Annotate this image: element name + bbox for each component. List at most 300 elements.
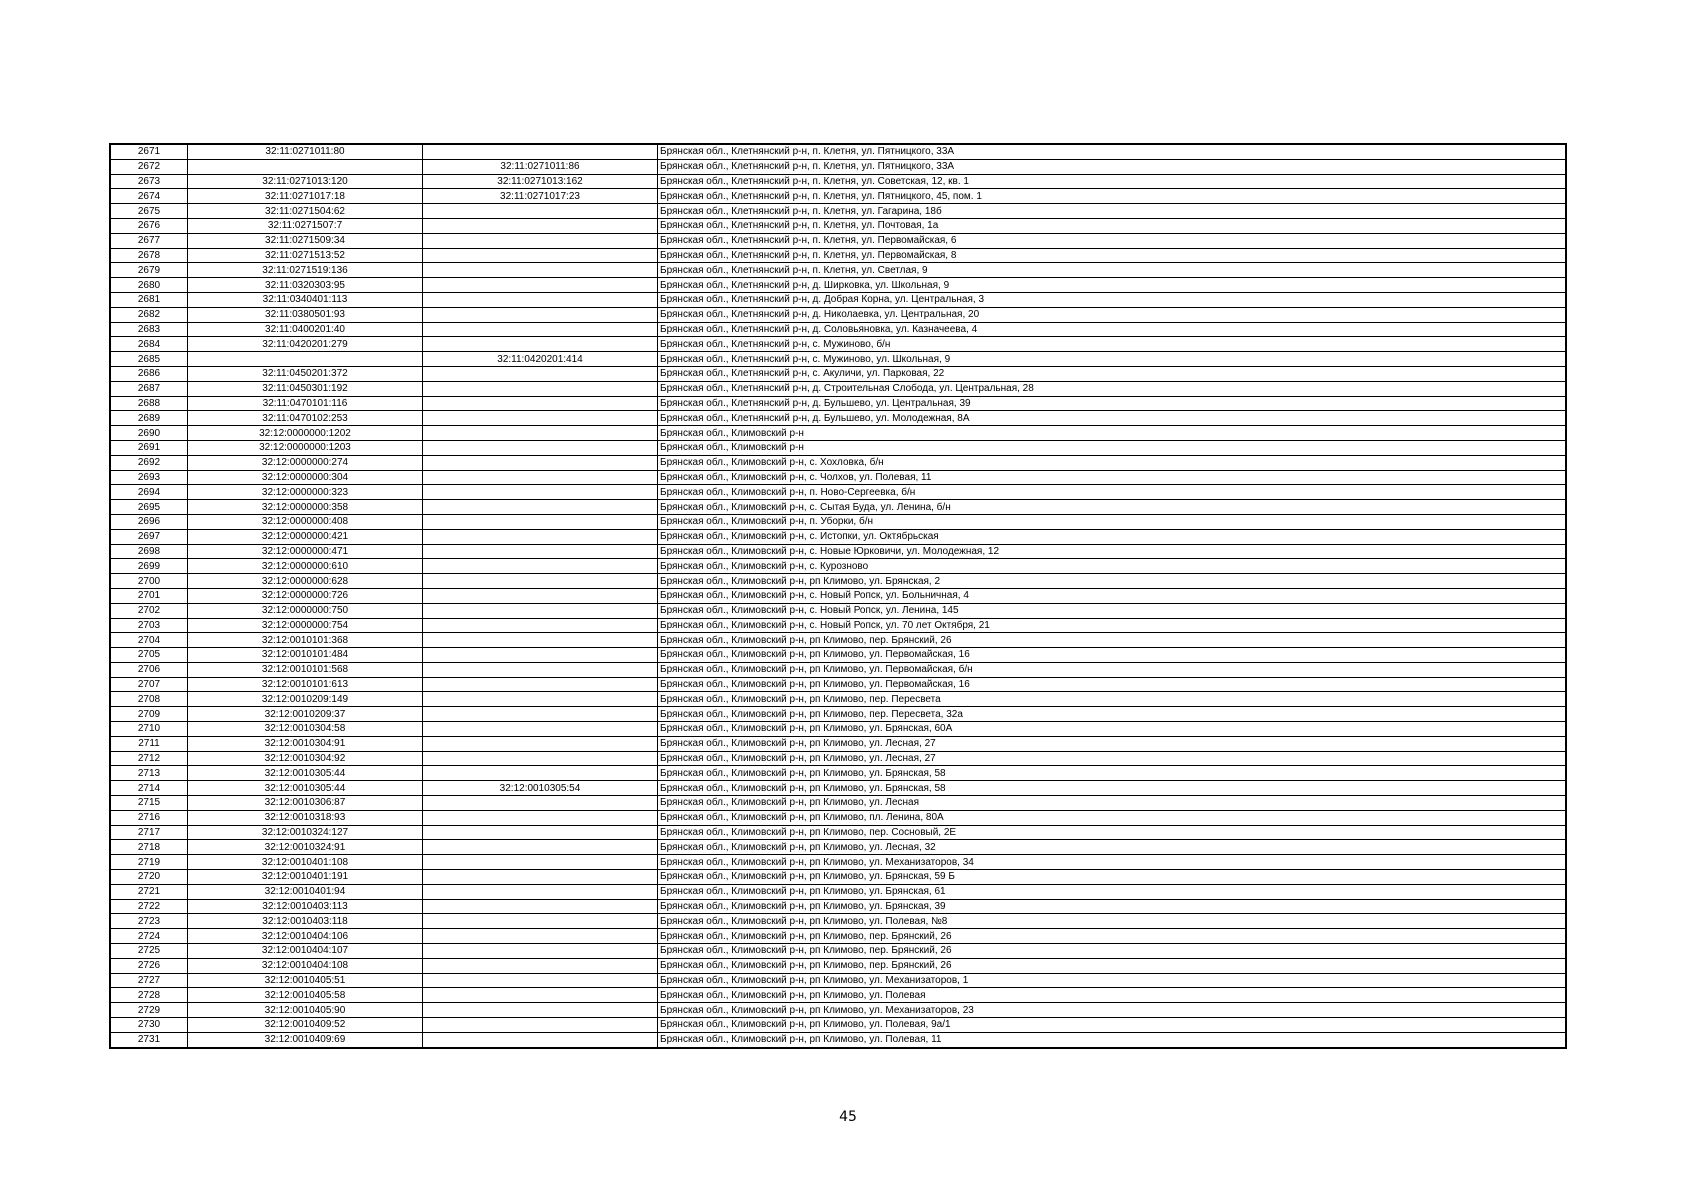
row-number-cell: 2671 xyxy=(110,144,188,159)
row-number-cell: 2688 xyxy=(110,396,188,411)
cadastral-number-cell: 32:12:0000000:750 xyxy=(188,603,423,618)
related-cadastral-number-cell xyxy=(423,381,658,396)
address-cell: Брянская обл., Климовский р-н, рп Климово, ул. Первомайская, 16 xyxy=(658,648,1567,663)
address-cell: Брянская обл., Климовский р-н, рп Климово, пер. Брянский, 26 xyxy=(658,944,1567,959)
row-number-cell: 2714 xyxy=(110,781,188,796)
address-cell: Брянская обл., Климовский р-н, рп Климово, ул. Лесная, 27 xyxy=(658,751,1567,766)
related-cadastral-number-cell xyxy=(423,307,658,322)
related-cadastral-number-cell xyxy=(423,662,658,677)
table-row xyxy=(110,707,1566,722)
cadastral-number-cell: 32:12:0010304:91 xyxy=(188,736,423,751)
address-cell: Брянская обл., Клетнянский р-н, с. Мужиново, б/н xyxy=(658,337,1567,352)
address-cell: Брянская обл., Климовский р-н, с. Новые Юрковичи, ул. Молодежная, 12 xyxy=(658,544,1567,559)
row-number-cell: 2702 xyxy=(110,603,188,618)
related-cadastral-number-cell xyxy=(423,855,658,870)
cadastral-number-cell: 32:12:0010404:106 xyxy=(188,929,423,944)
row-number-cell: 2715 xyxy=(110,796,188,811)
table-row xyxy=(110,263,1566,278)
address-cell: Брянская обл., Клетнянский р-н, п. Клетня, ул. Пятницкого, 33А xyxy=(658,144,1567,159)
row-number-cell: 2684 xyxy=(110,337,188,352)
table-row xyxy=(110,159,1566,174)
table-row xyxy=(110,411,1566,426)
table-row xyxy=(110,781,1566,796)
address-cell: Брянская обл., Климовский р-н, рп Климово, ул. Брянская, 2 xyxy=(658,574,1567,589)
related-cadastral-number-cell xyxy=(423,292,658,307)
address-cell: Брянская обл., Климовский р-н, рп Климово, ул. Брянская, 39 xyxy=(658,899,1567,914)
cadastral-number-cell: 32:12:0000000:408 xyxy=(188,514,423,529)
address-cell: Брянская обл., Климовский р-н, рп Климово, ул. Полевая, 11 xyxy=(658,1032,1567,1047)
row-number-cell: 2720 xyxy=(110,870,188,885)
table-row xyxy=(110,248,1566,263)
table-row xyxy=(110,337,1566,352)
table-row xyxy=(110,500,1566,515)
related-cadastral-number-cell xyxy=(423,248,658,263)
cadastral-number-cell: 32:12:0000000:323 xyxy=(188,485,423,500)
cadastral-number-cell xyxy=(188,159,423,174)
cadastral-number-cell: 32:12:0000000:421 xyxy=(188,529,423,544)
table-row xyxy=(110,529,1566,544)
table-row xyxy=(110,574,1566,589)
related-cadastral-number-cell xyxy=(423,204,658,219)
table-row xyxy=(110,796,1566,811)
table-row xyxy=(110,174,1566,189)
row-number-cell: 2729 xyxy=(110,1003,188,1018)
address-cell: Брянская обл., Клетнянский р-н, п. Клетня, ул. Пятницкого, 33А xyxy=(658,159,1567,174)
cadastral-number-cell: 32:12:0010305:44 xyxy=(188,766,423,781)
address-cell: Брянская обл., Климовский р-н, рп Климово, пер. Пересвета, 32а xyxy=(658,707,1567,722)
cadastral-number-cell xyxy=(188,352,423,367)
row-number-cell: 2697 xyxy=(110,529,188,544)
table-row xyxy=(110,322,1566,337)
cadastral-number-cell: 32:12:0010209:149 xyxy=(188,692,423,707)
address-cell: Брянская обл., Климовский р-н, рп Климово, ул. Брянская, 60А xyxy=(658,722,1567,737)
table-row xyxy=(110,899,1566,914)
related-cadastral-number-cell xyxy=(423,337,658,352)
related-cadastral-number-cell xyxy=(423,263,658,278)
cadastral-number-cell: 32:12:0010401:108 xyxy=(188,855,423,870)
related-cadastral-number-cell xyxy=(423,470,658,485)
cadastral-number-cell: 32:12:0010101:368 xyxy=(188,633,423,648)
table-row xyxy=(110,648,1566,663)
row-number-cell: 2674 xyxy=(110,189,188,204)
cadastral-number-cell: 32:12:0000000:274 xyxy=(188,455,423,470)
row-number-cell: 2708 xyxy=(110,692,188,707)
related-cadastral-number-cell xyxy=(423,633,658,648)
table-row xyxy=(110,455,1566,470)
table-row xyxy=(110,633,1566,648)
cadastral-number-cell: 32:12:0010403:118 xyxy=(188,914,423,929)
table-row xyxy=(110,736,1566,751)
related-cadastral-number-cell xyxy=(423,544,658,559)
address-cell: Брянская обл., Климовский р-н, п. Ново-Сергеевка, б/н xyxy=(658,485,1567,500)
table-row xyxy=(110,1018,1566,1033)
table-row xyxy=(110,292,1566,307)
table-row xyxy=(110,1032,1566,1047)
table-row xyxy=(110,204,1566,219)
address-cell: Брянская обл., Климовский р-н, рп Климово, ул. Полевая, 9а/1 xyxy=(658,1018,1567,1033)
address-cell: Брянская обл., Климовский р-н, с. Сытая Буда, ул. Ленина, б/н xyxy=(658,500,1567,515)
table-row xyxy=(110,722,1566,737)
address-cell: Брянская обл., Климовский р-н, рп Климово, пер. Пересвета xyxy=(658,692,1567,707)
address-cell: Брянская обл., Клетнянский р-н, д. Соловьяновка, ул. Казначеева, 4 xyxy=(658,322,1567,337)
row-number-cell: 2730 xyxy=(110,1018,188,1033)
address-cell: Брянская обл., Климовский р-н xyxy=(658,426,1567,441)
related-cadastral-number-cell xyxy=(423,751,658,766)
related-cadastral-number-cell xyxy=(423,692,658,707)
related-cadastral-number-cell xyxy=(423,500,658,515)
cadastral-number-cell: 32:11:0271507:7 xyxy=(188,218,423,233)
cadastral-number-cell: 32:12:0010401:191 xyxy=(188,870,423,885)
row-number-cell: 2712 xyxy=(110,751,188,766)
address-cell: Брянская обл., Климовский р-н, с. Курозново xyxy=(658,559,1567,574)
related-cadastral-number-cell xyxy=(423,1032,658,1047)
address-cell: Брянская обл., Климовский р-н, рп Климово, пер. Брянский, 26 xyxy=(658,958,1567,973)
row-number-cell: 2695 xyxy=(110,500,188,515)
related-cadastral-number-cell xyxy=(423,707,658,722)
address-cell: Брянская обл., Климовский р-н, рп Климово, ул. Лесная, 27 xyxy=(658,736,1567,751)
row-number-cell: 2675 xyxy=(110,204,188,219)
table-row xyxy=(110,189,1566,204)
related-cadastral-number-cell xyxy=(423,278,658,293)
table-row xyxy=(110,426,1566,441)
row-number-cell: 2727 xyxy=(110,973,188,988)
related-cadastral-number-cell xyxy=(423,914,658,929)
table-row xyxy=(110,870,1566,885)
related-cadastral-number-cell: 32:11:0271013:162 xyxy=(423,174,658,189)
related-cadastral-number-cell xyxy=(423,485,658,500)
address-cell: Брянская обл., Климовский р-н, рп Климово, ул. Брянская, 58 xyxy=(658,781,1567,796)
table-row xyxy=(110,618,1566,633)
cadastral-number-cell: 32:12:0010304:92 xyxy=(188,751,423,766)
table-row xyxy=(110,144,1566,159)
table-row xyxy=(110,307,1566,322)
related-cadastral-number-cell xyxy=(423,899,658,914)
row-number-cell: 2717 xyxy=(110,825,188,840)
row-number-cell: 2726 xyxy=(110,958,188,973)
address-cell: Брянская обл., Климовский р-н, рп Климово, пл. Ленина, 80А xyxy=(658,810,1567,825)
cadastral-number-cell: 32:11:0271013:120 xyxy=(188,174,423,189)
table-row xyxy=(110,988,1566,1003)
address-cell: Брянская обл., Климовский р-н, с. Новый Ропск, ул. Больничная, 4 xyxy=(658,588,1567,603)
table-row xyxy=(110,973,1566,988)
row-number-cell: 2724 xyxy=(110,929,188,944)
address-cell: Брянская обл., Клетнянский р-н, п. Клетня, ул. Советская, 12, кв. 1 xyxy=(658,174,1567,189)
row-number-cell: 2716 xyxy=(110,810,188,825)
cadastral-number-cell: 32:11:0271011:80 xyxy=(188,144,423,159)
row-number-cell: 2718 xyxy=(110,840,188,855)
related-cadastral-number-cell xyxy=(423,840,658,855)
cadastral-table-body xyxy=(110,144,1566,1048)
address-cell: Брянская обл., Клетнянский р-н, с. Акуличи, ул. Парковая, 22 xyxy=(658,366,1567,381)
row-number-cell: 2687 xyxy=(110,381,188,396)
related-cadastral-number-cell xyxy=(423,411,658,426)
row-number-cell: 2693 xyxy=(110,470,188,485)
related-cadastral-number-cell xyxy=(423,648,658,663)
related-cadastral-number-cell xyxy=(423,426,658,441)
address-cell: Брянская обл., Клетнянский р-н, д. Бульшево, ул. Центральная, 39 xyxy=(658,396,1567,411)
address-cell: Брянская обл., Клетнянский р-н, д. Бульшево, ул. Молодежная, 8А xyxy=(658,411,1567,426)
address-cell: Брянская обл., Климовский р-н, рп Климово, ул. Лесная xyxy=(658,796,1567,811)
cadastral-number-cell: 32:12:0000000:471 xyxy=(188,544,423,559)
address-cell: Брянская обл., Клетнянский р-н, д. Николаевка, ул. Центральная, 20 xyxy=(658,307,1567,322)
related-cadastral-number-cell xyxy=(423,529,658,544)
cadastral-number-cell: 32:11:0380501:93 xyxy=(188,307,423,322)
related-cadastral-number-cell xyxy=(423,574,658,589)
related-cadastral-number-cell xyxy=(423,736,658,751)
address-cell: Брянская обл., Климовский р-н, рп Климово, ул. Полевая xyxy=(658,988,1567,1003)
cadastral-number-cell: 32:12:0010405:51 xyxy=(188,973,423,988)
related-cadastral-number-cell xyxy=(423,618,658,633)
cadastral-number-cell: 32:12:0000000:358 xyxy=(188,500,423,515)
cadastral-number-cell: 32:11:0400201:40 xyxy=(188,322,423,337)
related-cadastral-number-cell xyxy=(423,958,658,973)
related-cadastral-number-cell xyxy=(423,870,658,885)
table-row xyxy=(110,381,1566,396)
address-cell: Брянская обл., Климовский р-н, рп Климово, ул. Первомайская, б/н xyxy=(658,662,1567,677)
address-cell: Брянская обл., Климовский р-н, рп Климово, ул. Первомайская, 16 xyxy=(658,677,1567,692)
cadastral-number-cell: 32:12:0010304:58 xyxy=(188,722,423,737)
cadastral-number-cell: 32:12:0000000:1203 xyxy=(188,440,423,455)
row-number-cell: 2698 xyxy=(110,544,188,559)
cadastral-number-cell: 32:12:0000000:628 xyxy=(188,574,423,589)
address-cell: Брянская обл., Клетнянский р-н, с. Мужиново, ул. Школьная, 9 xyxy=(658,352,1567,367)
cadastral-number-cell: 32:12:0010305:44 xyxy=(188,781,423,796)
address-cell: Брянская обл., Климовский р-н, п. Уборки, б/н xyxy=(658,514,1567,529)
address-cell: Брянская обл., Климовский р-н, рп Климово, ул. Лесная, 32 xyxy=(658,840,1567,855)
row-number-cell: 2709 xyxy=(110,707,188,722)
row-number-cell: 2705 xyxy=(110,648,188,663)
table-row xyxy=(110,884,1566,899)
row-number-cell: 2672 xyxy=(110,159,188,174)
related-cadastral-number-cell xyxy=(423,603,658,618)
row-number-cell: 2721 xyxy=(110,884,188,899)
cadastral-number-cell: 32:12:0010101:568 xyxy=(188,662,423,677)
table-row xyxy=(110,440,1566,455)
table-row xyxy=(110,677,1566,692)
related-cadastral-number-cell: 32:11:0271011:86 xyxy=(423,159,658,174)
address-cell: Брянская обл., Клетнянский р-н, п. Клетня, ул. Светлая, 9 xyxy=(658,263,1567,278)
cadastral-number-cell: 32:11:0470101:116 xyxy=(188,396,423,411)
row-number-cell: 2711 xyxy=(110,736,188,751)
cadastral-number-cell: 32:11:0271017:18 xyxy=(188,189,423,204)
cadastral-number-cell: 32:11:0450301:192 xyxy=(188,381,423,396)
row-number-cell: 2725 xyxy=(110,944,188,959)
related-cadastral-number-cell xyxy=(423,233,658,248)
cadastral-number-cell: 32:12:0010404:108 xyxy=(188,958,423,973)
address-cell: Брянская обл., Клетнянский р-н, д. Добрая Корна, ул. Центральная, 3 xyxy=(658,292,1567,307)
related-cadastral-number-cell xyxy=(423,677,658,692)
cadastral-number-cell: 32:12:0010306:87 xyxy=(188,796,423,811)
cadastral-number-cell: 32:12:0000000:754 xyxy=(188,618,423,633)
table-row xyxy=(110,825,1566,840)
row-number-cell: 2673 xyxy=(110,174,188,189)
related-cadastral-number-cell xyxy=(423,588,658,603)
table-row xyxy=(110,559,1566,574)
row-number-cell: 2696 xyxy=(110,514,188,529)
row-number-cell: 2704 xyxy=(110,633,188,648)
table-row xyxy=(110,233,1566,248)
related-cadastral-number-cell xyxy=(423,988,658,1003)
table-row xyxy=(110,929,1566,944)
table-row xyxy=(110,485,1566,500)
cadastral-number-cell: 32:12:0010409:69 xyxy=(188,1032,423,1047)
address-cell: Брянская обл., Климовский р-н, рп Климово, пер. Сосновый, 2Е xyxy=(658,825,1567,840)
cadastral-number-cell: 32:12:0010409:52 xyxy=(188,1018,423,1033)
cadastral-number-cell: 32:12:0010405:58 xyxy=(188,988,423,1003)
table-row xyxy=(110,810,1566,825)
table-row xyxy=(110,470,1566,485)
row-number-cell: 2683 xyxy=(110,322,188,337)
cadastral-number-cell: 32:11:0450201:372 xyxy=(188,366,423,381)
address-cell: Брянская обл., Климовский р-н, рп Климово, ул. Механизаторов, 1 xyxy=(658,973,1567,988)
related-cadastral-number-cell xyxy=(423,218,658,233)
row-number-cell: 2681 xyxy=(110,292,188,307)
row-number-cell: 2691 xyxy=(110,440,188,455)
cadastral-number-cell: 32:12:0010209:37 xyxy=(188,707,423,722)
table-row xyxy=(110,1003,1566,1018)
table-row xyxy=(110,958,1566,973)
table-row xyxy=(110,514,1566,529)
related-cadastral-number-cell xyxy=(423,396,658,411)
cadastral-number-cell: 32:12:0000000:1202 xyxy=(188,426,423,441)
table-row xyxy=(110,366,1566,381)
row-number-cell: 2692 xyxy=(110,455,188,470)
cadastral-number-cell: 32:12:0000000:610 xyxy=(188,559,423,574)
address-cell: Брянская обл., Климовский р-н, рп Климово, ул. Механизаторов, 34 xyxy=(658,855,1567,870)
row-number-cell: 2731 xyxy=(110,1032,188,1047)
table-row xyxy=(110,944,1566,959)
row-number-cell: 2706 xyxy=(110,662,188,677)
table-row xyxy=(110,352,1566,367)
cadastral-number-cell: 32:11:0271509:34 xyxy=(188,233,423,248)
cadastral-number-cell: 32:12:0010324:127 xyxy=(188,825,423,840)
row-number-cell: 2685 xyxy=(110,352,188,367)
table-row xyxy=(110,766,1566,781)
cadastral-number-cell: 32:11:0271519:136 xyxy=(188,263,423,278)
row-number-cell: 2682 xyxy=(110,307,188,322)
address-cell: Брянская обл., Климовский р-н, рп Климово, пер. Брянский, 26 xyxy=(658,633,1567,648)
related-cadastral-number-cell: 32:12:0010305:54 xyxy=(423,781,658,796)
address-cell: Брянская обл., Климовский р-н, рп Климово, ул. Механизаторов, 23 xyxy=(658,1003,1567,1018)
related-cadastral-number-cell xyxy=(423,722,658,737)
cadastral-number-cell: 32:12:0010101:484 xyxy=(188,648,423,663)
address-cell: Брянская обл., Климовский р-н, с. Истопки, ул. Октябрьская xyxy=(658,529,1567,544)
address-cell: Брянская обл., Клетнянский р-н, п. Клетня, ул. Пятницкого, 45, пом. 1 xyxy=(658,189,1567,204)
row-number-cell: 2713 xyxy=(110,766,188,781)
table-row xyxy=(110,840,1566,855)
related-cadastral-number-cell xyxy=(423,1018,658,1033)
table-row xyxy=(110,396,1566,411)
related-cadastral-number-cell: 32:11:0420201:414 xyxy=(423,352,658,367)
related-cadastral-number-cell xyxy=(423,766,658,781)
row-number-cell: 2703 xyxy=(110,618,188,633)
cadastral-number-cell: 32:12:0000000:304 xyxy=(188,470,423,485)
cadastral-number-cell: 32:12:0000000:726 xyxy=(188,588,423,603)
address-cell: Брянская обл., Клетнянский р-н, д. Строительная Слобода, ул. Центральная, 28 xyxy=(658,381,1567,396)
row-number-cell: 2699 xyxy=(110,559,188,574)
related-cadastral-number-cell xyxy=(423,455,658,470)
row-number-cell: 2728 xyxy=(110,988,188,1003)
address-cell: Брянская обл., Климовский р-н, рп Климово, ул. Брянская, 59 Б xyxy=(658,870,1567,885)
table-row xyxy=(110,662,1566,677)
table-row xyxy=(110,278,1566,293)
address-cell: Брянская обл., Клетнянский р-н, п. Клетня, ул. Первомайская, 6 xyxy=(658,233,1567,248)
row-number-cell: 2707 xyxy=(110,677,188,692)
row-number-cell: 2689 xyxy=(110,411,188,426)
table-row xyxy=(110,588,1566,603)
related-cadastral-number-cell xyxy=(423,144,658,159)
related-cadastral-number-cell xyxy=(423,884,658,899)
row-number-cell: 2719 xyxy=(110,855,188,870)
row-number-cell: 2676 xyxy=(110,218,188,233)
related-cadastral-number-cell xyxy=(423,366,658,381)
table-row xyxy=(110,692,1566,707)
address-cell: Брянская обл., Климовский р-н, рп Климово, ул. Брянская, 61 xyxy=(658,884,1567,899)
row-number-cell: 2678 xyxy=(110,248,188,263)
cadastral-number-cell: 32:12:0010404:107 xyxy=(188,944,423,959)
row-number-cell: 2680 xyxy=(110,278,188,293)
row-number-cell: 2677 xyxy=(110,233,188,248)
table-row xyxy=(110,218,1566,233)
row-number-cell: 2690 xyxy=(110,426,188,441)
row-number-cell: 2686 xyxy=(110,366,188,381)
related-cadastral-number-cell xyxy=(423,796,658,811)
related-cadastral-number-cell xyxy=(423,1003,658,1018)
cadastral-number-cell: 32:12:0010405:90 xyxy=(188,1003,423,1018)
cadastral-number-cell: 32:12:0010403:113 xyxy=(188,899,423,914)
address-cell: Брянская обл., Климовский р-н, с. Чолхов, ул. Полевая, 11 xyxy=(658,470,1567,485)
address-cell: Брянская обл., Климовский р-н, рп Климово, ул. Полевая, №8 xyxy=(658,914,1567,929)
cadastral-number-cell: 32:11:0271513:52 xyxy=(188,248,423,263)
cadastral-table xyxy=(109,143,1567,1049)
cadastral-number-cell: 32:11:0340401:113 xyxy=(188,292,423,307)
cadastral-number-cell: 32:11:0271504:62 xyxy=(188,204,423,219)
address-cell: Брянская обл., Климовский р-н xyxy=(658,440,1567,455)
row-number-cell: 2723 xyxy=(110,914,188,929)
related-cadastral-number-cell xyxy=(423,810,658,825)
cadastral-number-cell: 32:11:0470102:253 xyxy=(188,411,423,426)
address-cell: Брянская обл., Климовский р-н, с. Новый Ропск, ул. Ленина, 145 xyxy=(658,603,1567,618)
related-cadastral-number-cell xyxy=(423,559,658,574)
address-cell: Брянская обл., Климовский р-н, рп Климово, пер. Брянский, 26 xyxy=(658,929,1567,944)
related-cadastral-number-cell xyxy=(423,440,658,455)
related-cadastral-number-cell xyxy=(423,973,658,988)
cadastral-number-cell: 32:11:0420201:279 xyxy=(188,337,423,352)
table-row xyxy=(110,544,1566,559)
related-cadastral-number-cell xyxy=(423,322,658,337)
address-cell: Брянская обл., Климовский р-н, с. Хохловка, б/н xyxy=(658,455,1567,470)
page-number: 45 xyxy=(839,1109,857,1125)
related-cadastral-number-cell xyxy=(423,514,658,529)
table-row xyxy=(110,603,1566,618)
related-cadastral-number-cell xyxy=(423,825,658,840)
address-cell: Брянская обл., Клетнянский р-н, п. Клетня, ул. Почтовая, 1а xyxy=(658,218,1567,233)
row-number-cell: 2722 xyxy=(110,899,188,914)
table-row xyxy=(110,914,1566,929)
address-cell: Брянская обл., Климовский р-н, рп Климово, ул. Брянская, 58 xyxy=(658,766,1567,781)
cadastral-number-cell: 32:12:0010324:91 xyxy=(188,840,423,855)
row-number-cell: 2701 xyxy=(110,588,188,603)
table-row xyxy=(110,751,1566,766)
table-row xyxy=(110,855,1566,870)
row-number-cell: 2694 xyxy=(110,485,188,500)
cadastral-number-cell: 32:12:0010318:93 xyxy=(188,810,423,825)
row-number-cell: 2700 xyxy=(110,574,188,589)
row-number-cell: 2679 xyxy=(110,263,188,278)
cadastral-number-cell: 32:12:0010401:94 xyxy=(188,884,423,899)
address-cell: Брянская обл., Клетнянский р-н, д. Ширковка, ул. Школьная, 9 xyxy=(658,278,1567,293)
related-cadastral-number-cell: 32:11:0271017:23 xyxy=(423,189,658,204)
